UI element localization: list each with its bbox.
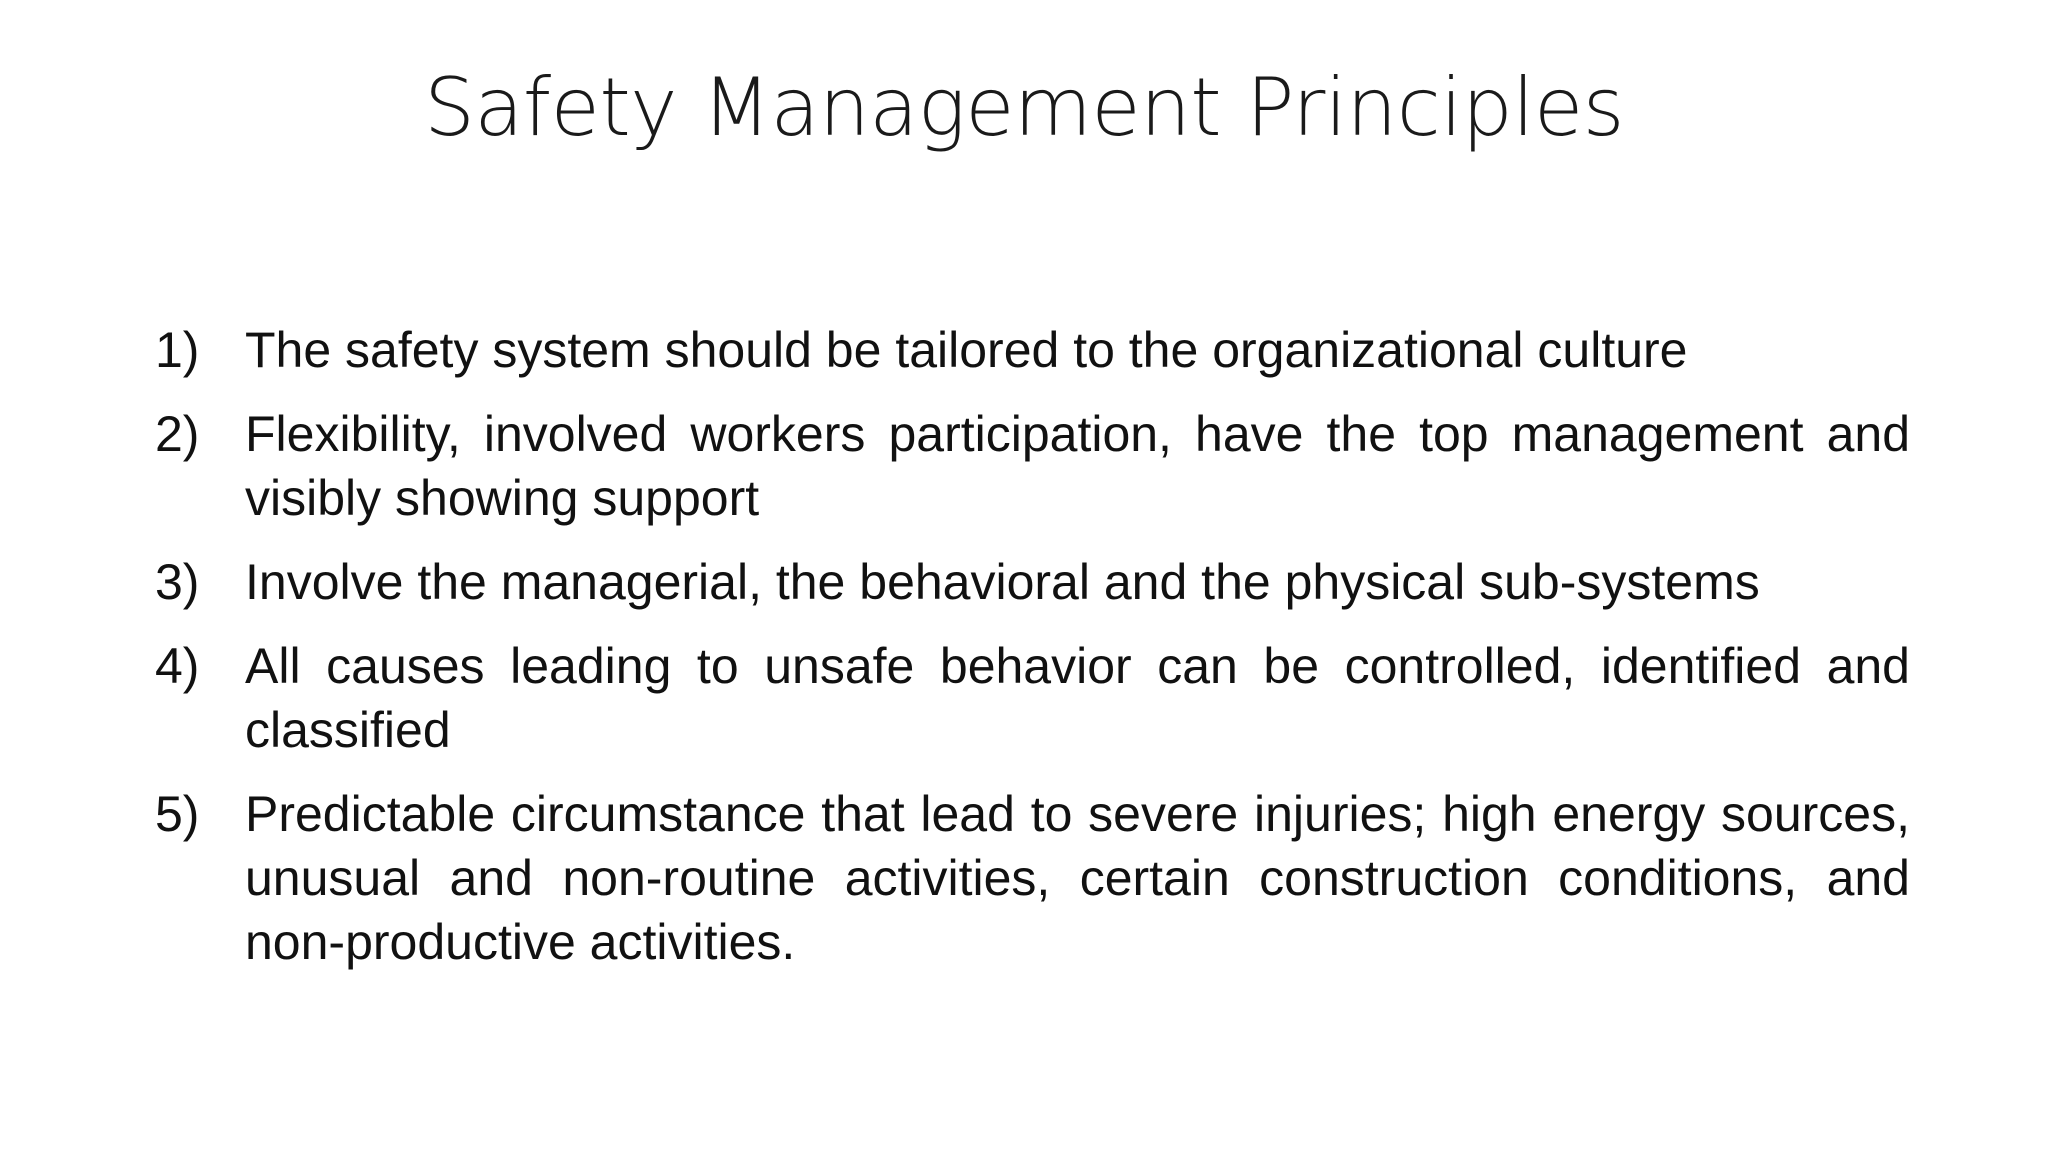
list-item-text: Predictable circumstance that lead to severe injuries; high energy sources, unusual and non-routine activities, certain construction conditions, and non-productive activities. xyxy=(245,786,1910,970)
list-item-number: 1) xyxy=(155,322,200,378)
principles-list xyxy=(155,318,1910,994)
list-item xyxy=(155,550,1910,614)
list-item xyxy=(155,634,1910,762)
list-item-number: 2) xyxy=(155,406,200,462)
slide-title: Safety Management Principles xyxy=(424,61,1624,154)
list-item-number: 4) xyxy=(155,638,200,694)
list-item xyxy=(155,318,1910,382)
list-item-text: The safety system should be tailored to the organizational culture xyxy=(245,322,1688,378)
list-item-text: All causes leading to unsafe behavior can be controlled, identified and classified xyxy=(245,638,1910,758)
list-item-number: 3) xyxy=(155,554,200,610)
list-item xyxy=(155,782,1910,974)
list-item-text: Involve the managerial, the behavioral and the physical sub-systems xyxy=(245,554,1760,610)
list-item-number: 5) xyxy=(155,786,200,842)
list-item-text: Flexibility, involved workers participation, have the top management and visibly showing support xyxy=(245,406,1910,526)
list-item xyxy=(155,402,1910,530)
